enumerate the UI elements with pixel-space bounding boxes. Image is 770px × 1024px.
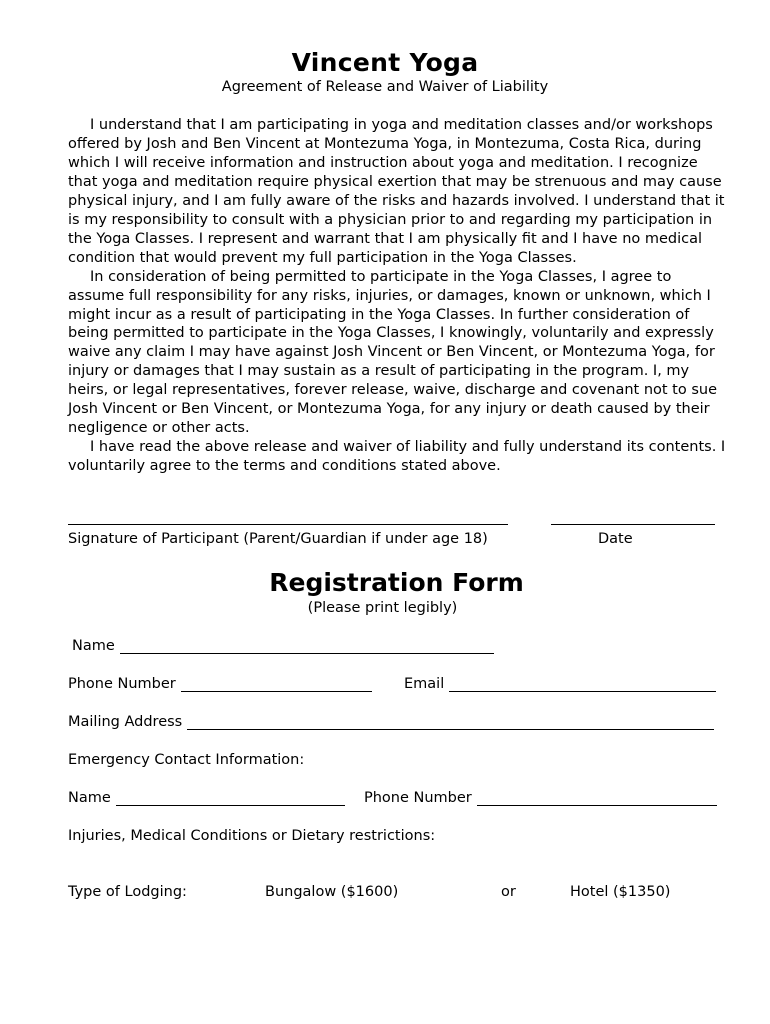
waiver-text — [68, 116, 728, 476]
lodging-option-bungalow[interactable]: Bungalow ($1600) — [265, 884, 399, 900]
lodging-option-hotel[interactable]: Hotel ($1350) — [570, 884, 671, 900]
waiver-paragraph-3: I have read the above release and waiver of liability and fully understand its contents. I voluntarily agree to the terms and conditions stated above. — [68, 439, 726, 475]
emergency-phone-label: Phone Number — [364, 790, 472, 806]
email-field — [404, 676, 716, 692]
page-subtitle: Agreement of Release and Waiver of Liability — [221, 79, 549, 95]
name-blank[interactable] — [120, 639, 494, 654]
registration-subtitle: (Please print legibly) — [307, 600, 458, 616]
emergency-contact-heading: Emergency Contact Information: — [68, 752, 305, 768]
waiver-paragraph-1: I understand that I am participating in yoga and meditation classes and/or workshops offered by Josh and Ben Vincent at Montezuma Yoga, in Montezuma, Costa Rica, during which I will receive information and instruction about yoga and meditation. I recognize that yoga and meditation require physical exertion that may be strenuous and may cause physical injury, and I am fully aware of the risks and hazards involved. I understand that it is my responsibility to consult with a physician prior to and regarding my participation in the Yoga Classes. I represent and warrant that I am physically fit and I have no medical condition that would prevent my full participation in the Yoga Classes. — [68, 117, 725, 266]
date-label: Date — [598, 531, 633, 547]
phone-blank[interactable] — [181, 677, 372, 692]
phone-field — [68, 676, 372, 692]
injuries-label: Injuries, Medical Conditions or Dietary restrictions: — [68, 828, 436, 844]
mailing-address-field — [68, 714, 714, 730]
emergency-phone-blank[interactable] — [477, 791, 717, 806]
emergency-phone-field — [364, 790, 717, 806]
emergency-name-label: Name — [68, 790, 111, 806]
mailing-address-blank[interactable] — [187, 715, 714, 730]
email-label: Email — [404, 676, 445, 692]
lodging-or-text: or — [501, 884, 516, 900]
participant-signature-label: Signature of Participant (Parent/Guardian if under age 18) — [68, 531, 488, 547]
page-title: Vincent Yoga — [291, 48, 479, 77]
waiver-paragraph-2: In consideration of being permitted to participate in the Yoga Classes, I agree to assume full responsibility for any risks, injuries, or damages, known or unknown, which I might incur as a result of participating in the Yoga Classes. In further consideration of being permitted to participate in the Yoga Classes, I knowingly, voluntarily and expressly waive any claim I may have against Josh Vincent or Ben Vincent, or Montezuma Yoga, for injury or damages that I may sustain as a result of participating in the program. I, my heirs, or legal representatives, forever release, waive, discharge and covenant not to sue Josh Vincent or Ben Vincent, or Montezuma Yoga, for any injury or death caused by their negligence or other acts. — [68, 268, 718, 437]
emergency-name-blank[interactable] — [116, 791, 345, 806]
participant-signature-line[interactable] — [68, 508, 508, 525]
phone-label: Phone Number — [68, 676, 176, 692]
mailing-address-label: Mailing Address — [68, 714, 183, 730]
name-label: Name — [72, 638, 115, 654]
name-field — [72, 638, 494, 654]
date-signature-line[interactable] — [551, 508, 715, 525]
email-blank[interactable] — [449, 677, 716, 692]
registration-title: Registration Form — [269, 568, 524, 597]
lodging-label: Type of Lodging: — [68, 884, 187, 900]
emergency-name-field — [68, 790, 345, 806]
